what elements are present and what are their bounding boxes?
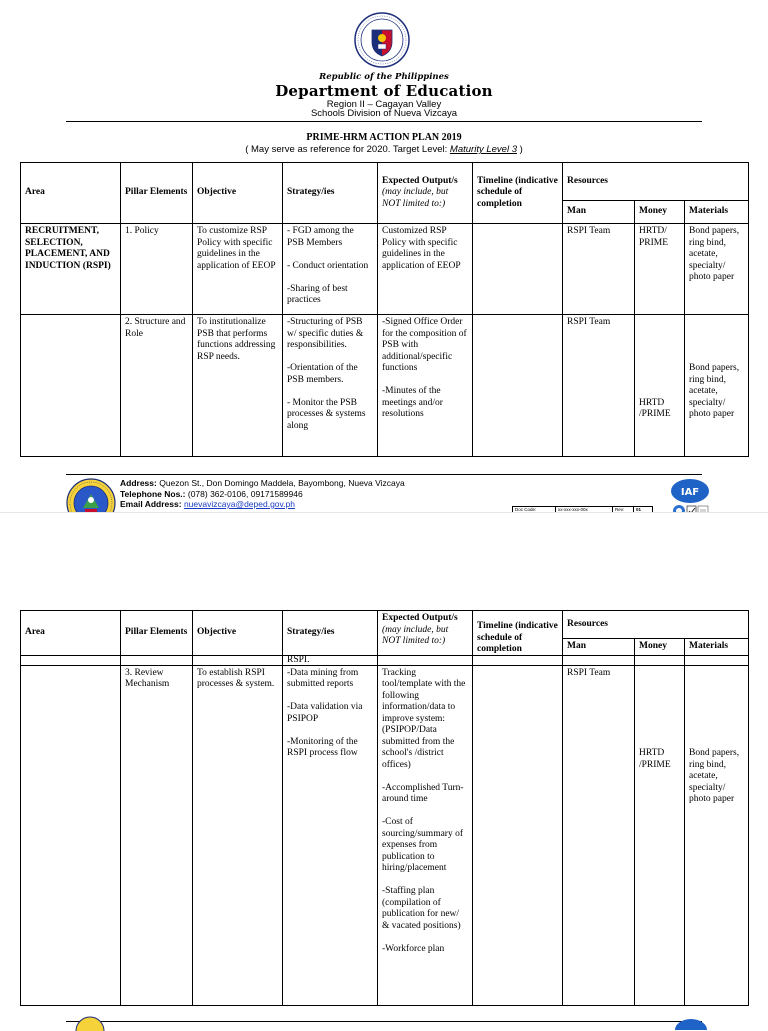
man-cell	[563, 655, 635, 665]
col-header-strategy: Strategy/ies	[283, 163, 378, 224]
col-header-money: Money	[635, 201, 685, 224]
footer-divider	[66, 1021, 702, 1022]
strategy-cell: RSPI.	[283, 655, 378, 665]
col-header-money: Money	[635, 639, 685, 656]
footer-divider	[66, 474, 702, 475]
col-header-timeline: Timeline (indicative schedule of completion	[473, 163, 563, 224]
pillar-cell	[121, 655, 193, 665]
footer-phone	[120, 489, 405, 500]
col-header-area: Area	[21, 163, 121, 224]
col-header-strategy: Strategy/ies	[283, 611, 378, 656]
strategy-cell: - FGD among the PSB Members - Conduct orientation -Sharing of best practices	[283, 224, 378, 315]
output-cell: Customized RSP Policy with specific guidelines in the application of EEOP	[378, 224, 473, 315]
col-header-objective: Objective	[193, 163, 283, 224]
area-cell	[21, 655, 121, 665]
address-label: Address:	[120, 478, 157, 488]
col-header-output-note: (may include, but NOT limited to:)	[382, 624, 449, 646]
division-line: Schools Division of Nueva Vizcaya	[310, 108, 458, 119]
materials-cell: Bond papers, ring bind, acetate, specialty/ photo paper	[685, 665, 749, 1005]
phone-label: Telephone Nos.:	[120, 488, 186, 499]
col-header-materials: Materials	[685, 201, 749, 224]
plan-subtitle	[0, 144, 768, 155]
objective-cell: To institutionalize PSB that performs functions addressing RSP needs.	[193, 315, 283, 457]
doc-code-label: Doc Code:	[513, 507, 556, 513]
deped-seal-icon	[354, 12, 410, 68]
rev-value: 01	[634, 507, 653, 513]
phone-value: (078) 362-0106, 09171589946	[185, 488, 303, 499]
money-cell: HRTD /PRIME	[635, 315, 685, 457]
department-heading: Department of Education	[275, 82, 493, 100]
timeline-cell	[473, 315, 563, 457]
table-row	[21, 224, 749, 315]
col-header-resources: Resources	[563, 611, 749, 639]
pillar-cell: 3. Review Mechanism	[121, 665, 193, 1005]
col-header-objective: Objective	[193, 611, 283, 656]
col-header-output-note: (may include, but NOT limited to:)	[382, 187, 449, 209]
table-row	[21, 315, 749, 457]
timeline-cell	[473, 665, 563, 1005]
action-plan-table	[20, 162, 749, 457]
materials-cell	[685, 655, 749, 665]
republic-heading: Republic of the Philippines	[319, 72, 449, 82]
email-label: Email Address:	[120, 499, 182, 509]
strategy-cell: -Structuring of PSB w/ specific duties & responsibilities. -Orientation of the PSB members. - Monitor the PSB processes & systems along	[283, 315, 378, 457]
footer-address	[120, 478, 405, 489]
col-header-man: Man	[563, 639, 635, 656]
table-row-carryover	[21, 655, 749, 665]
email-link[interactable]: nuevavizcaya@deped.gov.ph	[183, 499, 295, 509]
col-header-pillar: Pillar Elements	[121, 163, 193, 224]
area-cell	[21, 665, 121, 1005]
header-divider	[66, 121, 702, 122]
timeline-cell	[473, 655, 563, 665]
money-cell	[635, 655, 685, 665]
area-cell: RECRUITMENT, SELECTION, PLACEMENT, AND INDUCTION (RSPI)	[21, 224, 121, 315]
objective-cell	[193, 655, 283, 665]
plan-title: PRIME-HRM ACTION PLAN 2019	[306, 132, 462, 143]
money-cell: HRTD /PRIME	[635, 665, 685, 1005]
col-header-timeline-clip: Timeline (indicative schedule of completion	[477, 621, 558, 654]
col-header-output	[378, 163, 473, 224]
iaf-label: IAF	[680, 487, 700, 498]
doc-code-value: xx-xxx-xxx-00x	[556, 507, 613, 513]
strategy-cell: -Data mining from submitted reports -Data validation via PSIPOP -Monitoring of the RSPI process flow	[283, 665, 378, 1005]
money-cell: HRTD/ PRIME	[635, 224, 685, 315]
col-header-output-label: Expected Output/s	[382, 613, 458, 623]
man-cell: RSPI Team	[563, 315, 635, 457]
materials-cell: Bond papers, ring bind, acetate, specialty/ photo paper	[685, 315, 749, 457]
output-cell: Tracking tool/template with the following information/data to improve system: (PSIPOP/Data submitted from the school's /district offices) -Accomplished Turn-around time -Cost of sourcing/summary of expenses from publication to hiring/placement -Staffing plan (compilation of publication for new/ & vacated positions) -Workforce plan	[378, 665, 473, 1005]
plan-subtitle-prefix: ( May serve as reference for 2020. Target Level:	[245, 144, 450, 155]
output-cell	[378, 655, 473, 665]
col-header-resources: Resources	[563, 163, 749, 201]
objective-cell: To customize RSP Policy with specific guidelines in the application of EEOP	[193, 224, 283, 315]
objective-cell: To establish RSPI processes & system.	[193, 665, 283, 1005]
man-cell: RSPI Team	[563, 224, 635, 315]
col-header-pillar: Pillar Elements	[121, 611, 193, 656]
address-value: Quezon St., Don Domingo Maddela, Bayombong, Nueva Vizcaya	[156, 478, 405, 488]
plan-subtitle-suffix: )	[516, 144, 523, 155]
target-level: Maturity Level 3	[449, 144, 517, 155]
col-header-output-label: Expected Output/s	[382, 175, 458, 186]
output-cell: -Signed Office Order for the composition of PSB with additional/specific functions -Minutes of the meetings and/or resolutions	[378, 315, 473, 457]
document-page-2	[0, 512, 768, 1025]
col-header-area: Area	[21, 611, 121, 656]
table-row	[21, 665, 749, 1005]
region-line: Region II – Cagayan Valley	[326, 99, 442, 110]
document-page-1	[0, 0, 768, 512]
iaf-certification-icon	[674, 1018, 708, 1030]
area-cell	[21, 315, 121, 457]
col-header-timeline	[473, 611, 563, 656]
action-plan-table-continued	[20, 610, 749, 1006]
man-cell: RSPI Team	[563, 665, 635, 1005]
rev-label: Rev:	[613, 507, 634, 513]
footer-email	[120, 499, 405, 510]
division-seal-icon	[74, 1019, 106, 1031]
pillar-cell: 2. Structure and Role	[121, 315, 193, 457]
col-header-materials: Materials	[685, 639, 749, 656]
col-header-output-clip	[382, 613, 468, 647]
col-header-output	[378, 611, 473, 656]
materials-cell: Bond papers, ring bind, acetate, specialty/ photo paper	[685, 224, 749, 315]
timeline-cell	[473, 224, 563, 315]
col-header-man: Man	[563, 201, 635, 224]
pillar-cell: 1. Policy	[121, 224, 193, 315]
